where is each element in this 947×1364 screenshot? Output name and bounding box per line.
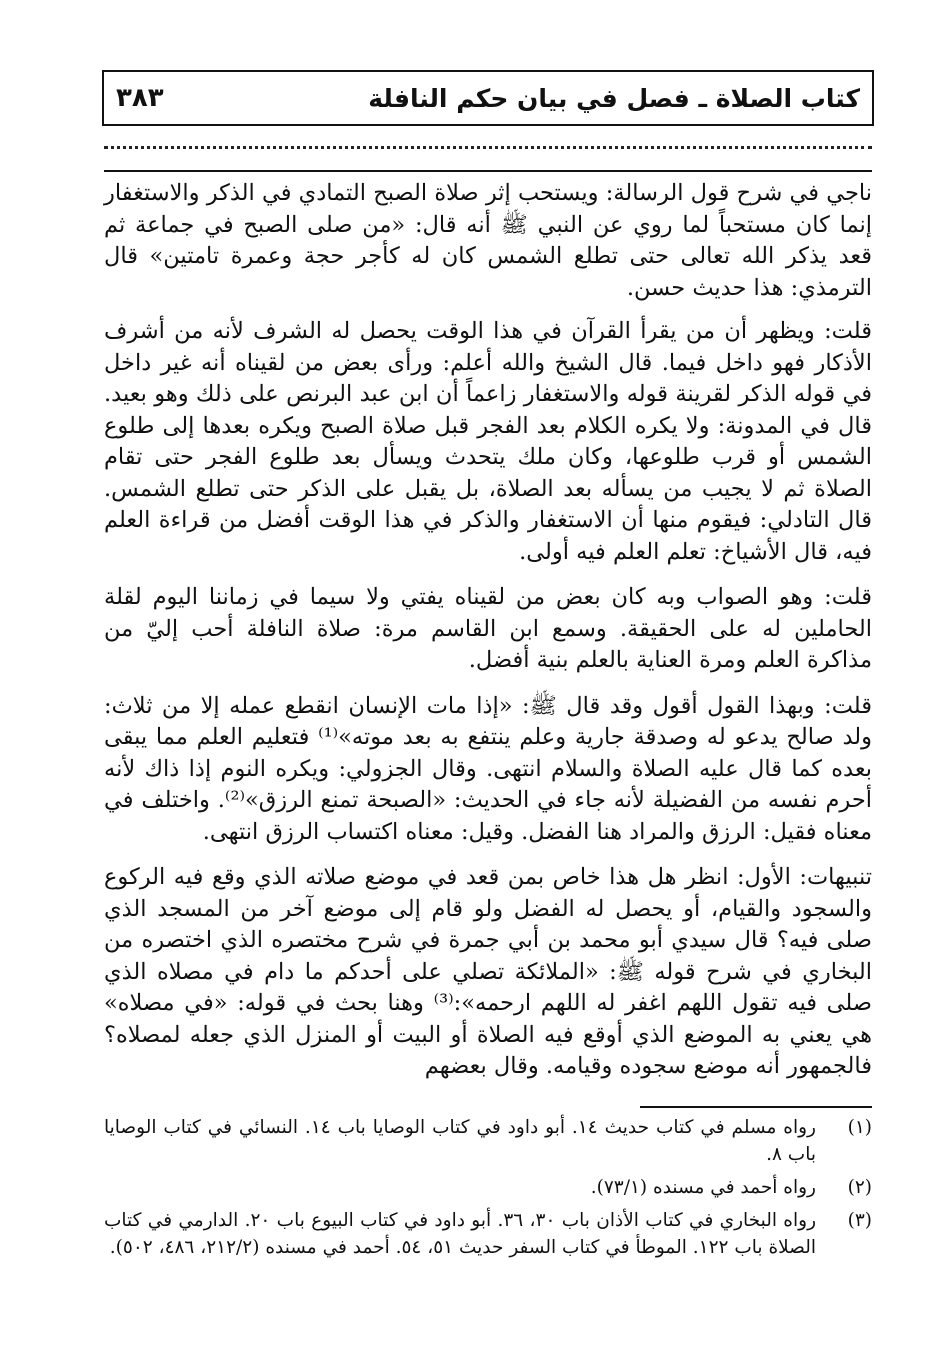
footnote <box>104 1174 872 1201</box>
footnote-text: رواه البخاري في كتاب الأذان باب ٣٠، ٣٦. أبو داود في كتاب البيوع باب ٢٠. الدارمي في كتاب الصلاة باب ١٢٢. الموطأ في كتاب السفر حديث ٥١، ٥٤. أحمد في مسنده (٢١٢/٢، ٤٨٦، ٥٠٢). <box>104 1210 816 1258</box>
paragraph: قلت: وبهذا القول أقول وقد قال ﷺ: «إذا مات الإنسان انقطع عمله إلا من ثلاث: ولد صالح يدعو له وصدقة جارية وعلم ينتفع به بعد موته»⁽¹⁾ فتعليم العلم مما يبقى بعده كما قال عليه الصلاة والسلام انتهى. وقال الجزولي: ويكره النوم إذا ذاك لأنه أحرم نفسه من الفضيلة لأنه جاء في الحديث: «الصبحة تمنع الرزق»⁽²⁾. واختلف في معناه فقيل: الرزق والمراد هنا الفضل. وقيل: معناه اكتساب الرزق انتهى. <box>104 692 873 845</box>
paragraph: قلت: وهو الصواب وبه كان بعض من لقيناه يفتي ولا سيما في زماننا اليوم لقلة الحاملين له على الحقيقة. وسمع ابن القاسم مرة: صلاة النافلة أحب إليّ من مذاكرة العلم ومرة العناية بالعلم بنية أفضل. <box>104 584 872 673</box>
body-text <box>104 178 872 1097</box>
paragraph: تنبيهات: الأول: انظر هل هذا خاص بمن قعد في موضع صلاته الذي وقع فيه الركوع والسجود والقيام، أو يحصل له الفضل ولو قام إلى موضع آخر من المسجد الذي صلى فيه؟ قال سيدي أبو محمد بن أبي جمرة في شرح مختصره الذي اختصره من البخاري في شرح قوله ﷺ: «الملائكة تصلي على أحدكم ما دام في مصلاه الذي صلى فيه تقول اللهم اغفر له اللهم ارحمه»:⁽³⁾ وهنا بحث في قوله: «في مصلاه» هي يعني به الموضع الذي أوقع فيه الصلاة أو البيت أو المنزل الذي جعله لمصلاه؟ فالجمهور أنه موضع سجوده وقيامه. وقال بعضهم <box>104 864 872 1079</box>
footnote-number: (١) <box>847 1117 872 1138</box>
footnote <box>104 1207 872 1261</box>
running-header <box>102 70 874 126</box>
page-number: ٣٨٣ <box>116 83 164 113</box>
footnote <box>104 1114 872 1168</box>
dotted-separator <box>104 136 872 149</box>
header-title: كتاب الصلاة ـ فصل في بيان حكم النافلة <box>368 83 860 113</box>
footnote-number: (٣) <box>847 1210 872 1231</box>
paragraph: ناجي في شرح قول الرسالة: ويستحب إثر صلاة الصبح التمادي في الذكر والاستغفار إنما كان مستحباً لما روي عن النبي ﷺ أنه قال: «من صلى الصبح في جماعة ثم قعد يذكر الله تعالى حتى تطلع الشمس كان له كأجر حجة وعمرة تامتين» قال الترمذي: هذا حديث حسن. <box>104 180 872 301</box>
footnote-number: (٢) <box>847 1177 872 1198</box>
footnotes <box>104 1114 872 1267</box>
footnote-separator <box>640 1106 872 1108</box>
header-rule <box>104 170 872 172</box>
paragraph: قلت: ويظهر أن من يقرأ القرآن في هذا الوقت يحصل له الشرف لأنه من أشرف الأذكار فهو داخل فيما. قال الشيخ والله أعلم: ورأى بعض من لقيناه أنه غير داخل في قوله الذكر لقرينة قوله والاستغفار زاعماً أن ابن عبد البرنص على ذلك وهو بعيد. قال في المدونة: ولا يكره الكلام بعد الفجر قبل صلاة الصبح ويكره بعدها إلى طلوع الشمس أو قرب طلوعها، وكان ملك يتحدث ويسأل بعد طلوع الفجر حتى تقام الصلاة ثم لا يجيب من يسأله بعد الصلاة، بل يقبل على الذكر حتى تطلع الشمس. قال التادلي: فيقوم منها أن الاستغفار والذكر في هذا الوقت أفضل من قراءة العلم فيه، قال الأشياخ: تعلم العلم فيه أولى. <box>104 318 872 565</box>
footnote-text: رواه مسلم في كتاب حديث ١٤. أبو داود في كتاب الوصايا باب ١٤. النسائي في كتاب الوصايا باب ٨. <box>104 1117 816 1165</box>
footnote-text: رواه أحمد في مسنده (٧٣/١). <box>590 1177 816 1198</box>
